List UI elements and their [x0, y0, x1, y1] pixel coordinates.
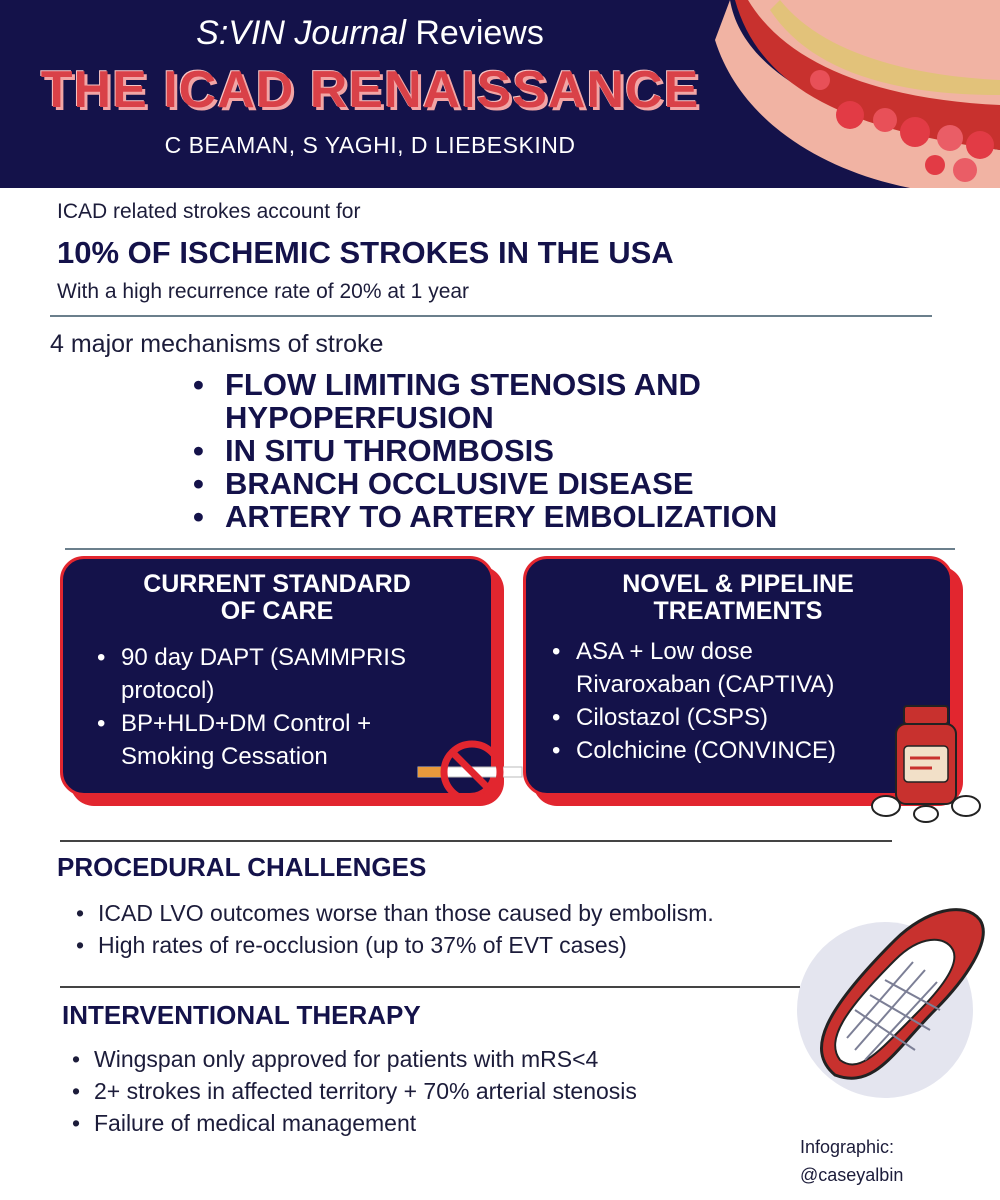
procedural-item: • ICAD LVO outcomes worse than those caused by embolism.: [76, 897, 896, 929]
standard-care-title: [63, 571, 491, 625]
divider: [65, 548, 955, 550]
procedural-item: • High rates of re-occlusion (up to 37% of EVT cases): [76, 929, 896, 961]
mechanism-item: • ARTERY TO ARTERY EMBOLIZATION: [193, 500, 893, 533]
divider: [60, 840, 892, 842]
journal-name-italic: S:VIN Journal: [196, 14, 406, 52]
journal-name: [0, 14, 740, 53]
novel-treatment-item: • Colchicine (CONVINCE): [552, 734, 892, 767]
mechanisms-list: [193, 368, 893, 533]
procedural-challenges-title: PROCEDURAL CHALLENGES: [57, 852, 427, 882]
header-banner: [0, 0, 1000, 188]
novel-title-line: NOVEL & PIPELINE: [622, 570, 854, 598]
credit-line: Infographic:: [800, 1137, 895, 1157]
standard-care-item: • 90 day DAPT (SAMMPRIS protocol): [97, 641, 457, 707]
divider: [60, 986, 800, 988]
standard-care-title-line: OF CARE: [220, 597, 334, 625]
stat-subtext: With a high recurrence rate of 20% at 1 year: [57, 280, 470, 303]
credit-handle: @caseyalbin: [800, 1165, 904, 1185]
credit: [800, 1133, 903, 1189]
novel-treatment-item: • Cilostazol (CSPS): [552, 701, 892, 734]
novel-title-line: TREATMENTS: [653, 597, 823, 625]
interventional-item: • Failure of medical management: [72, 1107, 782, 1139]
novel-treatments-list: [552, 635, 892, 767]
stat-headline: 10% OF ISCHEMIC STROKES IN THE USA: [57, 235, 674, 270]
page-title: THE ICAD RENAISSANCE: [40, 61, 700, 119]
divider: [50, 315, 932, 317]
interventional-therapy-list: [72, 1043, 782, 1139]
stent-icon: [765, 900, 1000, 1110]
interventional-item: • Wingspan only approved for patients with mRS<4: [72, 1043, 782, 1075]
mechanisms-intro: 4 major mechanisms of stroke: [50, 330, 384, 358]
mechanism-item: • FLOW LIMITING STENOSIS AND HYPOPERFUSION: [193, 368, 785, 434]
no-smoking-icon: [416, 735, 526, 807]
mechanism-item: • BRANCH OCCLUSIVE DISEASE: [193, 467, 893, 500]
artery-plaque-illustration: [700, 0, 1000, 188]
journal-suffix: Reviews: [415, 14, 544, 52]
pill-bottle-icon: [866, 702, 986, 824]
interventional-item: • 2+ strokes in affected territory + 70% arterial stenosis: [72, 1075, 782, 1107]
standard-care-title-line: CURRENT STANDARD: [143, 570, 411, 598]
interventional-therapy-title: INTERVENTIONAL THERAPY: [62, 1000, 421, 1030]
stat-intro: ICAD related strokes account for: [57, 200, 361, 223]
mechanism-item: • IN SITU THROMBOSIS: [193, 434, 893, 467]
novel-treatment-item: • ASA + Low dose Rivaroxaban (CAPTIVA): [552, 635, 892, 701]
standard-care-item: • BP+HLD+DM Control + Smoking Cessation: [97, 707, 457, 773]
authors: C BEAMAN, S YAGHI, D LIEBESKIND: [164, 132, 576, 158]
standard-care-list: [97, 641, 457, 773]
novel-treatments-title: [526, 571, 950, 625]
